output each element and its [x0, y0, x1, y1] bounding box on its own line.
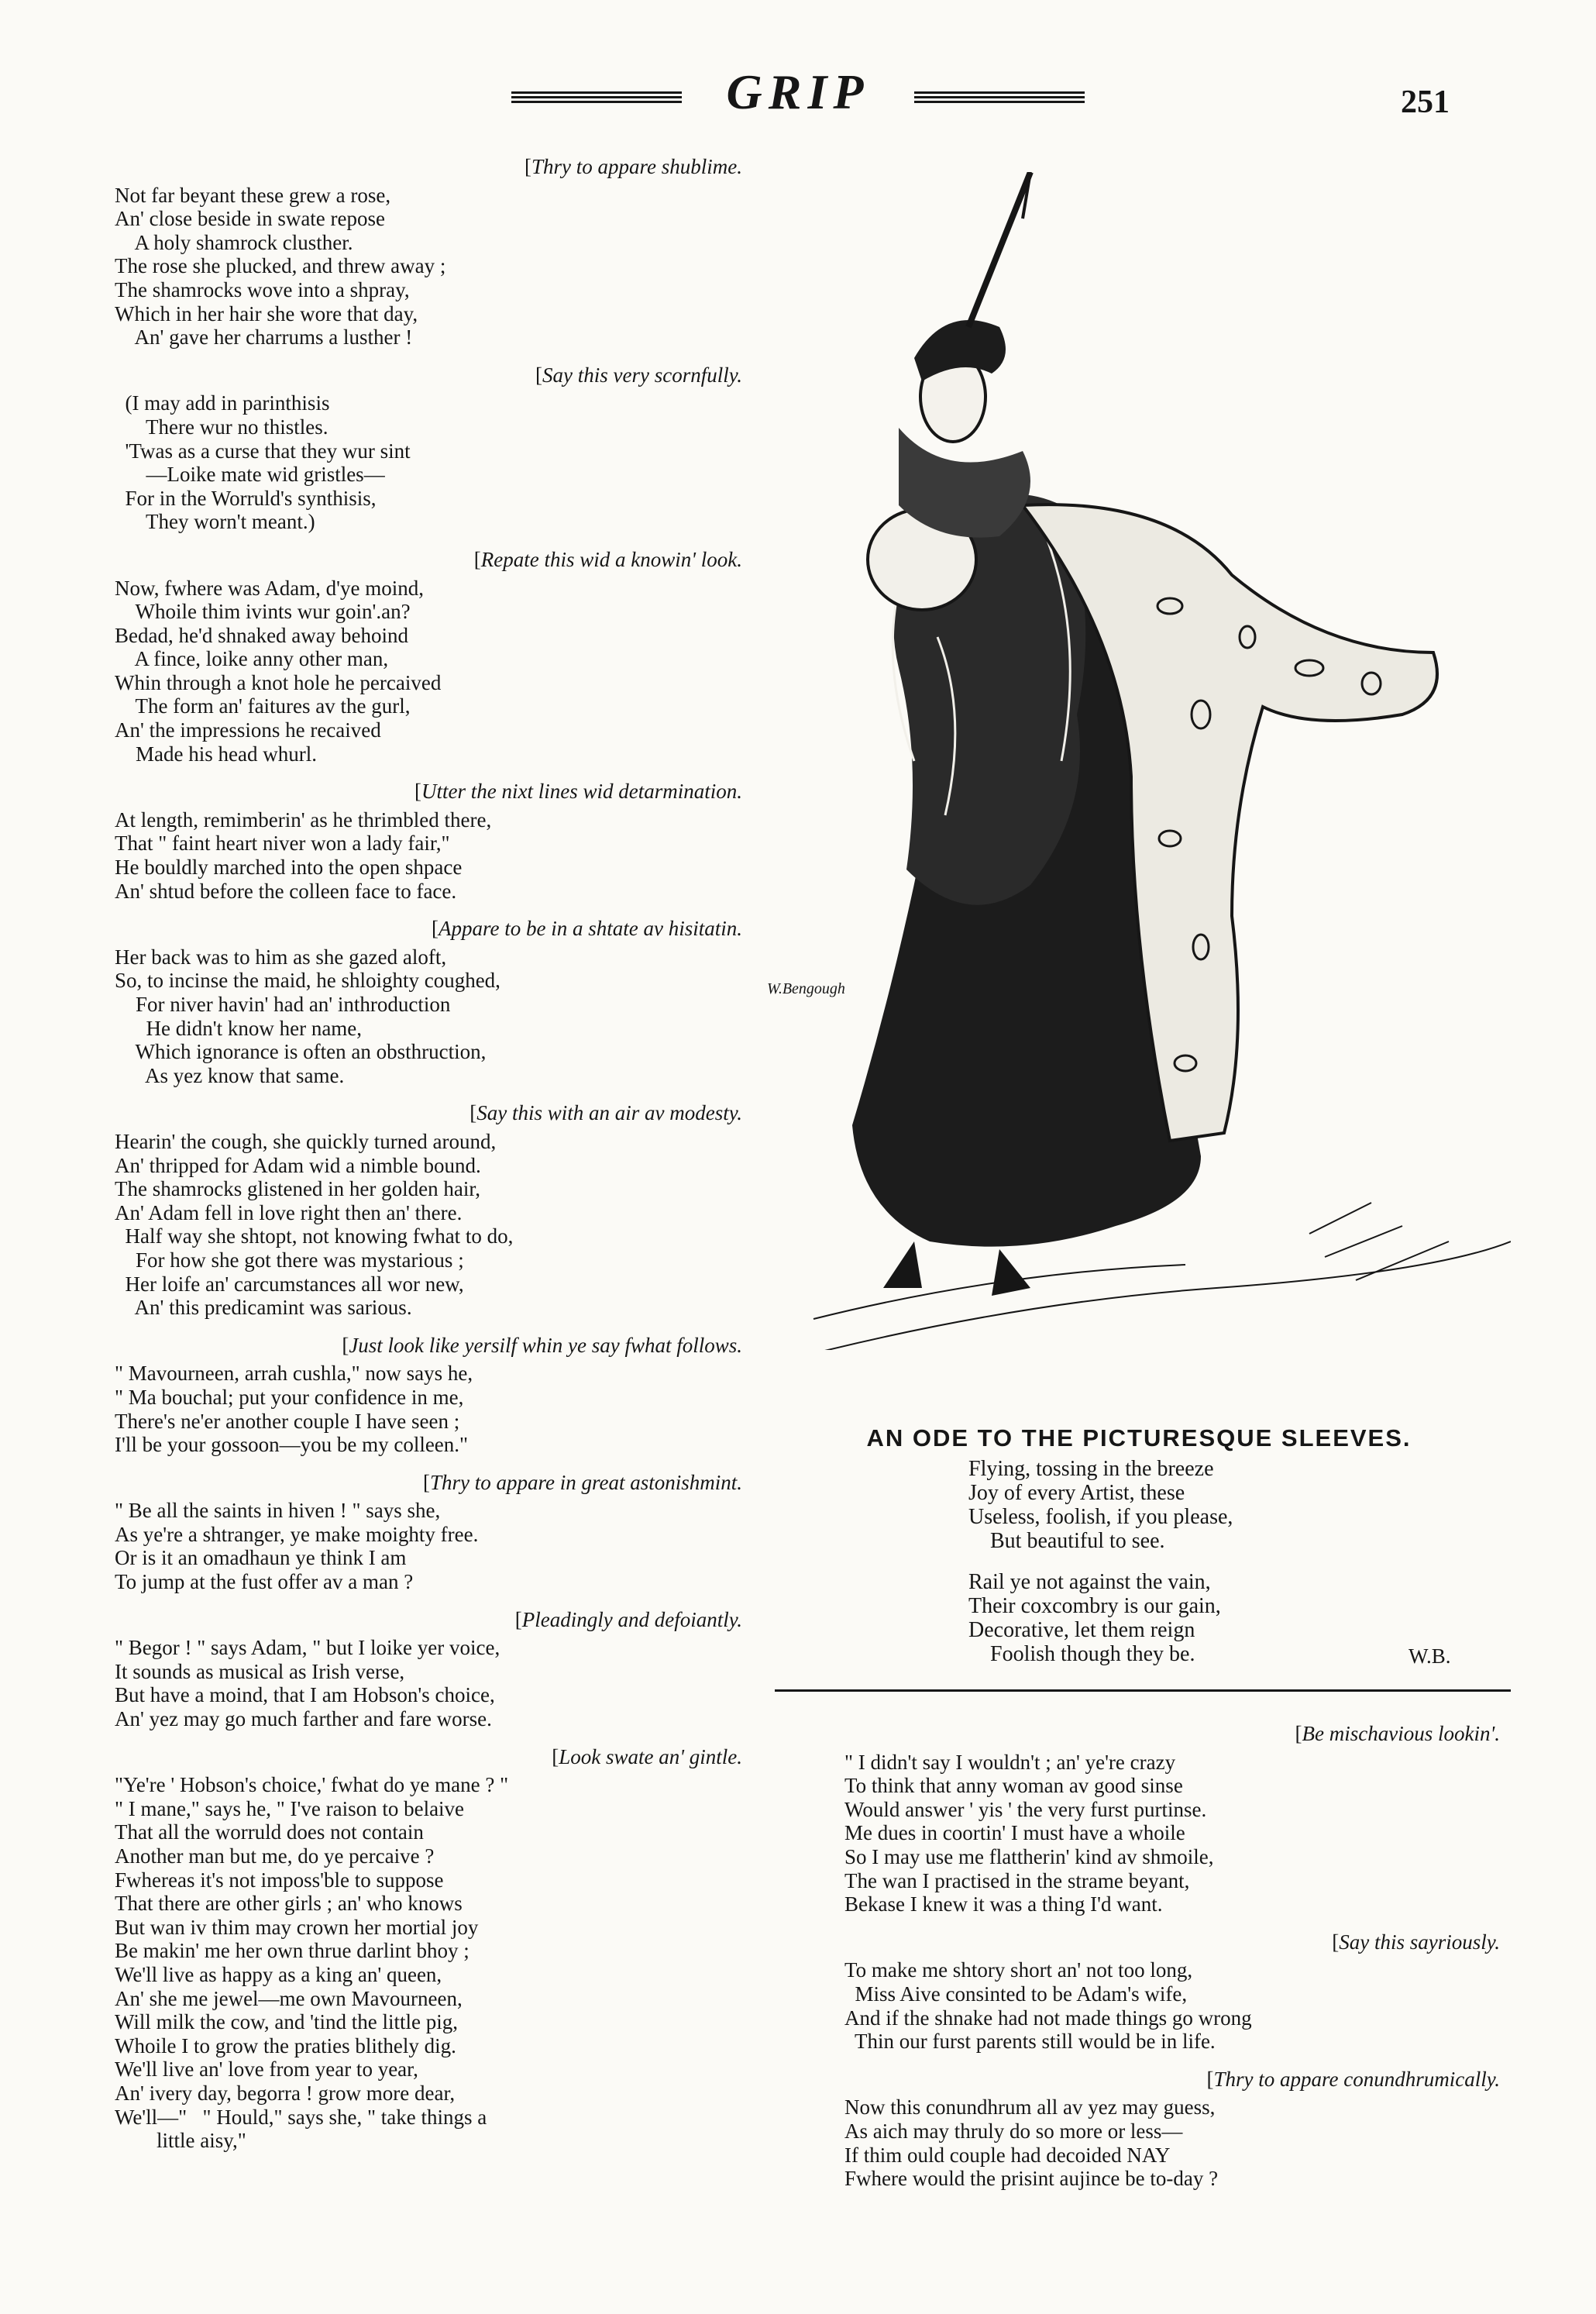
verse-line: The shamrocks wove into a shpray, [115, 277, 410, 301]
verse-line: Miss Aive consinted to be Adam's wife, [844, 1982, 1188, 2006]
verse-line: Be makin' me her own thrue darlint bhoy ; [115, 1939, 470, 1963]
verse-line: " I didn't say I wouldn't ; an' ye're crazy [844, 1750, 1176, 1774]
verse-line: An' shtud before the colleen face to face. [115, 879, 457, 903]
stage-direction: [ Just look like yersilf whin ye say fwhat follows. [115, 1334, 750, 1358]
verse-line: For niver havin' had an' inthroduction [115, 993, 451, 1016]
verse-line: As ye're a shtranger, ye make moighty free. [115, 1522, 479, 1546]
stanza [844, 2068, 1508, 2191]
stage-direction: [ Thry to appare in great astonishmint. [115, 1471, 750, 1495]
illustration-woman-in-fur-coat [767, 172, 1511, 1350]
verse-line: Flying, tossing in the breeze [968, 1457, 1214, 1481]
ode-stanza [968, 1457, 1511, 1553]
verse-line: Will milk the cow, and 'tind the little pig, [115, 2010, 458, 2034]
verse-line: The rose she plucked, and threw away ; [115, 254, 446, 278]
verse-line: " I mane," says he, " I've raison to belaive [115, 1796, 465, 1820]
stanza [844, 1722, 1508, 1916]
verse-line: That " faint heart niver won a lady fair," [115, 832, 450, 856]
verse-line: Bedad, he'd shnaked away behoind [115, 623, 409, 647]
stage-direction: [ Utter the nixt lines wid detarmination. [115, 780, 750, 804]
verse-line: " Be all the saints in hiven ! " says she, [115, 1499, 441, 1523]
ode-signature: W.B. [1409, 1644, 1451, 1668]
stanza [115, 363, 750, 534]
stanza [115, 780, 750, 903]
verse-line: Decorative, let them reign [968, 1618, 1195, 1642]
verse-line: It sounds as musical as Irish verse, [115, 1659, 405, 1683]
verse-line: Made his head whurl. [115, 742, 317, 766]
verse-line: Which in her hair she wore that day, [115, 301, 418, 325]
poem-left-column [115, 155, 750, 2167]
verse-line: Now this conundhrum all av yez may guess, [844, 2095, 1216, 2119]
verse-line: Fwhereas it's not imposs'ble to suppose [115, 1868, 444, 1892]
masthead [496, 64, 1100, 133]
verse-line: Whin through a knot hole he percaived [115, 670, 442, 694]
stage-direction: [ Thry to appare conundhrumically. [844, 2068, 1508, 2092]
verse-line: Half way she shtopt, not knowing fwhat to do, [115, 1224, 514, 1248]
verse-line: For in the Worruld's synthisis, [115, 486, 377, 510]
verse-line: For how she got there was mystarious ; [115, 1248, 464, 1272]
verse-line: An' close beside in swate repose [115, 207, 386, 231]
verse-line: A holy shamrock clusther. [115, 230, 353, 254]
verse-line: Her back was to him as she gazed aloft, [115, 945, 447, 969]
verse-line: " Begor ! " says Adam, " but I loike yer voice, [115, 1636, 500, 1660]
stanza [115, 917, 750, 1087]
divider-rule [775, 1689, 1511, 1692]
verse-line: I'll be your gossoon—you be my colleen." [115, 1433, 469, 1457]
verse-line: So I may use me flattherin' kind av shmoile, [844, 1844, 1214, 1868]
masthead-title: GRIP [726, 64, 870, 119]
verse-line: If thim ould couple had decoided NAY [844, 2143, 1171, 2167]
verse-line: To jump at the fust offer av a man ? [115, 1570, 414, 1594]
verse-line: " Mavourneen, arrah cushla," now says he, [115, 1362, 473, 1386]
verse-line: Her loife an' carcumstances all wor new, [115, 1272, 464, 1296]
verse-line: Not far beyant these grew a rose, [115, 183, 391, 207]
verse-line: There wur no thistles. [115, 415, 328, 439]
verse-line: An' she me jewel—me own Mavourneen, [115, 1986, 463, 2010]
verse-line: The wan I practised in the strame beyant, [844, 1868, 1190, 1892]
verse-line: Would answer ' yis ' the very furst purtinse. [844, 1797, 1207, 1821]
verse-line: We'll—" " Hould," says she, " take things a [115, 2105, 487, 2129]
verse-line: —Loike mate wid gristles— [115, 463, 385, 487]
verse-line: To make me shtory short an' not too long, [844, 1958, 1193, 1982]
stage-direction: [ Thry to appare shublime. [115, 155, 750, 179]
page-number: 251 [1401, 84, 1450, 120]
verse-line: He bouldly marched into the open shpace [115, 856, 463, 880]
verse-line: But have a moind, that I am Hobson's choice, [115, 1683, 495, 1707]
verse-line: An' Adam fell in love right then an' there. [115, 1200, 463, 1224]
verse-line: That there are other girls ; an' who knows [115, 1892, 463, 1916]
verse-line: And if the shnake had not made things go wrong [844, 2006, 1252, 2030]
verse-line: There's ne'er another couple I have seen ; [115, 1409, 460, 1433]
verse-line: "Ye're ' Hobson's choice,' fwhat do ye mane ? " [115, 1773, 509, 1797]
verse-line: (I may add in parinthisis [115, 391, 330, 415]
verse-line: Hearin' the cough, she quickly turned around, [115, 1129, 497, 1153]
verse-line: Fwhere would the prisint aujince be to-day ? [844, 2167, 1219, 2191]
verse-line: Or is it an omadhaun ye think I am [115, 1546, 407, 1570]
verse-line: Their coxcombry is our gain, [968, 1594, 1221, 1618]
verse-line: The shamrocks glistened in her golden hair, [115, 1177, 481, 1201]
verse-line: But beautiful to see. [968, 1529, 1165, 1553]
stanza [115, 1608, 750, 1731]
verse-line: little aisy," [115, 2129, 246, 2153]
verse-line: Useless, foolish, if you please, [968, 1505, 1233, 1529]
verse-line: Bekase I knew it was a thing I'd want. [844, 1892, 1163, 1916]
verse-line: An' thripped for Adam wid a nimble bound. [115, 1153, 481, 1177]
verse-line: An' this predicamint was sarious. [115, 1296, 412, 1320]
verse-line: Thin our furst parents still would be in life. [844, 2030, 1216, 2054]
verse-line: He didn't know her name, [115, 1016, 363, 1040]
verse-line: To think that anny woman av good sinse [844, 1774, 1183, 1798]
stanza [115, 1334, 750, 1457]
verse-line: A fince, loike anny other man, [115, 647, 389, 671]
verse-line: An' gave her charrums a lusther ! [115, 325, 413, 350]
stanza [115, 548, 750, 766]
verse-line: They worn't meant.) [115, 510, 315, 534]
verse-line: Rail ye not against the vain, [968, 1570, 1211, 1594]
verse-line: Whoile I to grow the praties blithely dig. [115, 2033, 456, 2057]
stage-direction: [ Say this with an air av modesty. [115, 1101, 750, 1125]
verse-line: " Ma bouchal; put your confidence in me, [115, 1385, 464, 1409]
stage-direction: [ Say this sayriously. [844, 1930, 1508, 1954]
verse-line: Foolish though they be. [968, 1642, 1195, 1666]
verse-line: That all the worruld does not contain [115, 1820, 424, 1844]
poem-right-column [844, 1722, 1508, 2205]
stage-direction: [ Repate this wid a knowin' look. [115, 548, 750, 572]
ode-title: AN ODE TO THE PICTURESQUE SLEEVES. [866, 1424, 1412, 1451]
verse-line: An' yez may go much farther and fare worse. [115, 1707, 492, 1731]
verse-line: But wan iv thim may crown her mortial joy [115, 1915, 479, 1939]
stage-direction: [ Be mischavious lookin'. [844, 1722, 1508, 1746]
verse-line: Now, fwhere was Adam, d'ye moind, [115, 576, 425, 600]
verse-line: We'll live as happy as a king an' queen, [115, 1962, 442, 1986]
stage-direction: [ Say this very scornfully. [115, 363, 750, 387]
verse-line: At length, remimberin' as he thrimbled there, [115, 807, 492, 832]
verse-line: Joy of every Artist, these [968, 1481, 1185, 1505]
stage-direction: [ Look swate an' gintle. [115, 1745, 750, 1769]
verse-line: Which ignorance is often an obsthruction, [115, 1040, 487, 1064]
stage-direction: [ Pleadingly and defoiantly. [115, 1608, 750, 1632]
verse-line: So, to incinse the maid, he shloighty coughed, [115, 969, 500, 993]
verse-line: Another man but me, do ye percaive ? [115, 1844, 435, 1868]
verse-line: Whoile thim ivints wur goin'.an? [115, 600, 411, 624]
stanza [115, 1745, 750, 2153]
stanza [115, 1471, 750, 1594]
verse-line: An' ivery day, begorra ! grow more dear, [115, 2081, 456, 2105]
verse-line: As yez know that same. [115, 1063, 345, 1087]
illustration-signature: W.Bengough [767, 980, 845, 997]
verse-line: The form an' faitures av the gurl, [115, 694, 411, 718]
stanza [844, 1930, 1508, 2054]
verse-line: We'll live an' love from year to year, [115, 2057, 418, 2082]
verse-line: 'Twas as a curse that they wur sint [115, 439, 411, 463]
stage-direction: [ Appare to be in a shtate av hisitatin. [115, 917, 750, 941]
stanza [115, 1101, 750, 1319]
verse-line: As aich may thruly do so more or less— [844, 2119, 1183, 2143]
stanza [115, 155, 750, 350]
masthead-rule-right [914, 91, 1085, 105]
verse-line: An' the impressions he recaived [115, 718, 381, 742]
verse-line: Me dues in coortin' I must have a whoile [844, 1821, 1185, 1845]
